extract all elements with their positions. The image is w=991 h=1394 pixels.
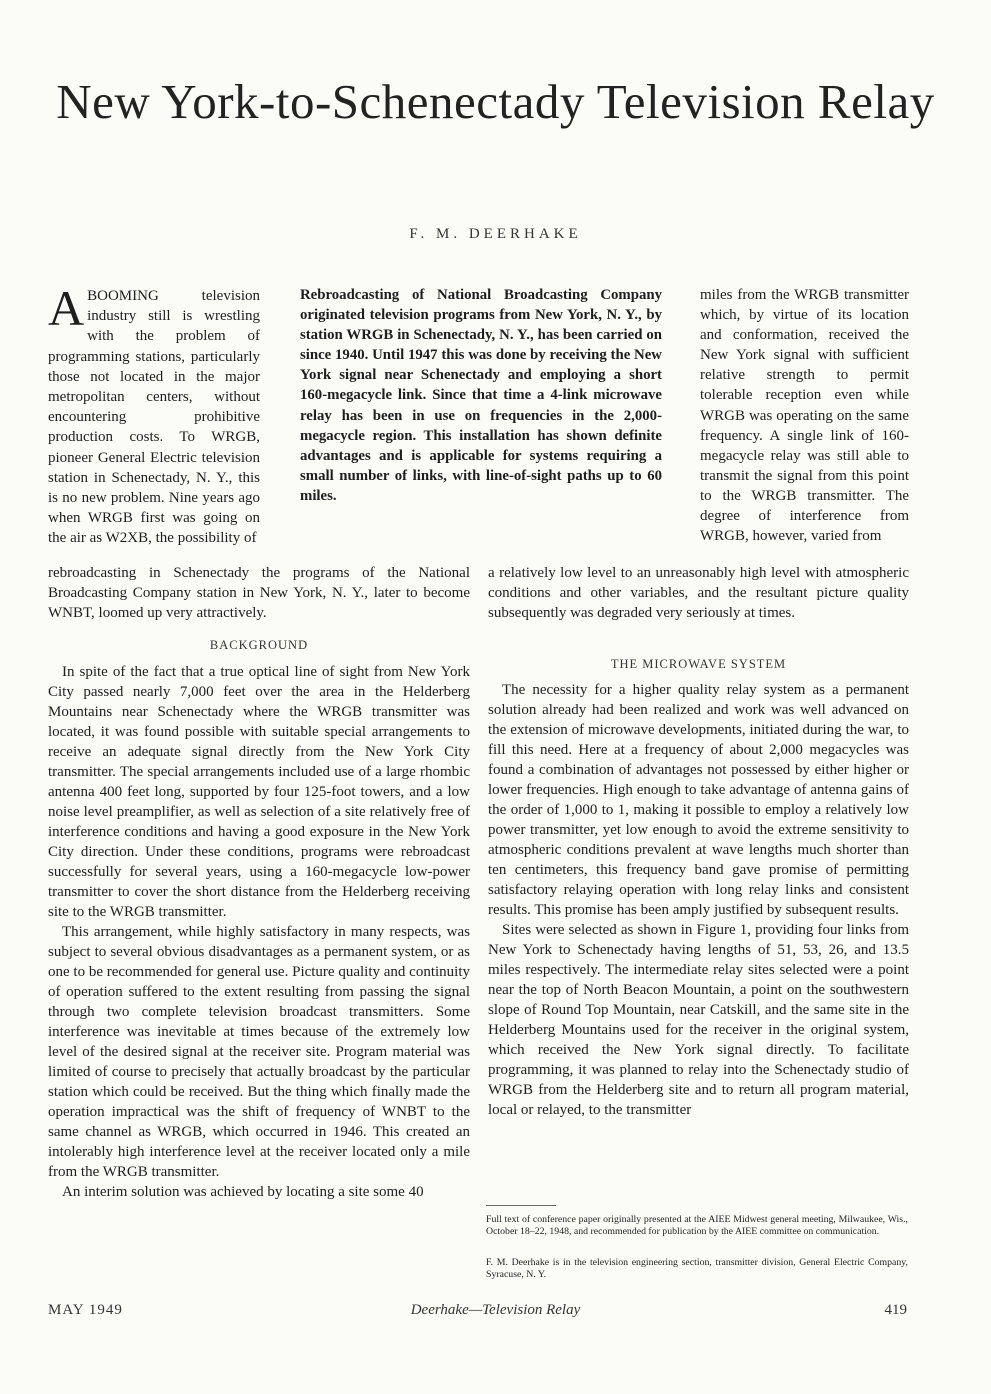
abstract: Rebroadcasting of National Broadcasting Company originated television programs from New York, N. Y., by station WRGB in Schenectady, N. Y., has been carried on since 1940. Until 1947 this was done by receiving the New York signal near Schenectady and employing a short 160-megacycle link. Since that time a 4-link microwave relay has been in use on frequencies in the 2,000-megacycle region. This installation has shown definite advantages and is applicable for systems requiring a small number of links, with line-of-sight paths up to 60 miles. [300,287,662,504]
intro-text: BOOMING television industry still is wrestling with the problem of programming stations, particularly those not located in the major metropolitan centers, without encountering prohibitive production costs. To WRGB, pioneer General Electric television station in Schenectady, N. Y., this is no new problem. Nine years ago when WRGB first was going on the air as W2XB, the possibility of [48,288,260,547]
footnote-1: Full text of conference paper originally presented at the AIEE Midwest general meeting, Milwaukee, Wis., October 18–22, 1948, and recommended for publication by the AIEE committee on communication. [486,1214,908,1237]
intro-continuation [48,563,470,623]
microwave-section [488,680,909,1120]
microwave-paragraph-2: Sites were selected as shown in Figure 1, providing four links from New York to Schenectady having lengths of 51, 53, 26, and 13.5 miles respectively. The intermediate relay sites selected were a point near the top of North Beacon Mountain, a point on the southwestern slope of Round Top Mountain, near Catskill, and the same site in the Helderberg Mountains used for the receiver in the original system, which received the New York signal directly. To facilitate programming, it was planned to relay into the Schenectady studio of WRGB from the Helderberg site and to return all program material, local or relayed, to the transmitter [488,922,909,1118]
background-paragraph-1: In spite of the fact that a true optical line of sight from New York City passed nearly 7,000 feet over the area in the Helderberg Mountains near Schenectady where the WRGB transmitter was located, it was found possible with suitable special arrangements to receive an adequate signal directly from the New York City transmitter. The special arrangements included use of a large rhombic antenna 400 feet long, supported by four 125-foot towers, and a low noise level preamplifier, as well as selection of a site relatively free of interference conditions and having a good exposure in the New York City direction. Under these conditions, programs were rebroadcast successfully for several years, using a 160-megacycle low-power transmitter to cover the short distance from the Helderberg receiving site to the WRGB transmitter. [48,664,470,920]
intro-paragraph [48,280,260,549]
right-top-text: miles from the WRGB transmitter which, by virtue of its location and conformation, received the New York signal with sufficient relative strength to permit tolerable reception even while WRGB was operating on the same frequency. A single link of 160-megacycle relay was still able to transmit the signal from this point to the WRGB transmitter. The degree of interference from WRGB, however, varied from [700,287,909,545]
background-heading: BACKGROUND [209,638,309,652]
right-continuation [488,563,909,623]
footer-date: MAY 1949 [48,1302,123,1318]
page-number: 419 [884,1302,907,1318]
footnote-rule [486,1205,556,1206]
article-title: New York-to-Schenectady Television Relay [56,74,935,129]
footer-running-title: Deerhake—Television Relay [410,1302,581,1318]
right-cont-text: a relatively low level to an unreasonably high level with atmospheric conditions and other variables, and the resultant picture quality subsequently was degraded very seriously at times. [488,565,909,621]
microwave-heading: THE MICROWAVE SYSTEM [610,657,787,671]
background-section [48,662,470,1202]
background-paragraph-2: This arrangement, while highly satisfactory in many respects, was subject to several obvious disadvantages as a permanent system, or as one to be recommended for general use. Picture quality and continuity of operation suffered to the extent resulting from passing the signal through two complete television broadcast transmitters. Some interference was inevitable at times because of the extremely low level of the desired signal at the receiver site. Program material was limited of course to precisely that actually broadcast by the particular station which could be received. But the thing which finally made the operation impractical was the shift of frequency of WNBT to the same channel as WRGB, which occurred in 1946. This created an intolerably high interference level at the receiver located only a mile from the WRGB transmitter. [48,924,470,1180]
author-byline: F. M. DEERHAKE [409,226,582,242]
microwave-paragraph-1: The necessity for a higher quality relay system as a permanent solution already had been realized and work was well advanced on the extension of microwave developments, initiated during the war, to fill this need. Here at a frequency of about 2,000 megacycles was found a combination of advantages not possessed by either higher or lower frequencies. High enough to take advantage of antenna gains of the order of 1,000 to 1, making it possible to employ a relatively low power transmitter, yet low enough to avoid the extreme sensitivity to atmospheric conditions prevalent at wave lengths much shorter than ten centimeters, this frequency band gave promise of permitting satisfactory relaying operation with long relay links and consistent results. This promise has been amply justified by subsequent results. [488,682,909,918]
intro-bottom-text: rebroadcasting in Schenectady the programs of the National Broadcasting Company station in New York, N. Y., later to become WNBT, loomed up very attractively. [48,565,470,621]
right-column-top [700,285,909,546]
background-paragraph-3: An interim solution was achieved by locating a site some 40 [62,1184,424,1200]
drop-cap: A [48,280,85,336]
footnote-2: F. M. Deerhake is in the television engineering section, transmitter division, General Electric Company, Syracuse, N. Y. [486,1257,908,1280]
